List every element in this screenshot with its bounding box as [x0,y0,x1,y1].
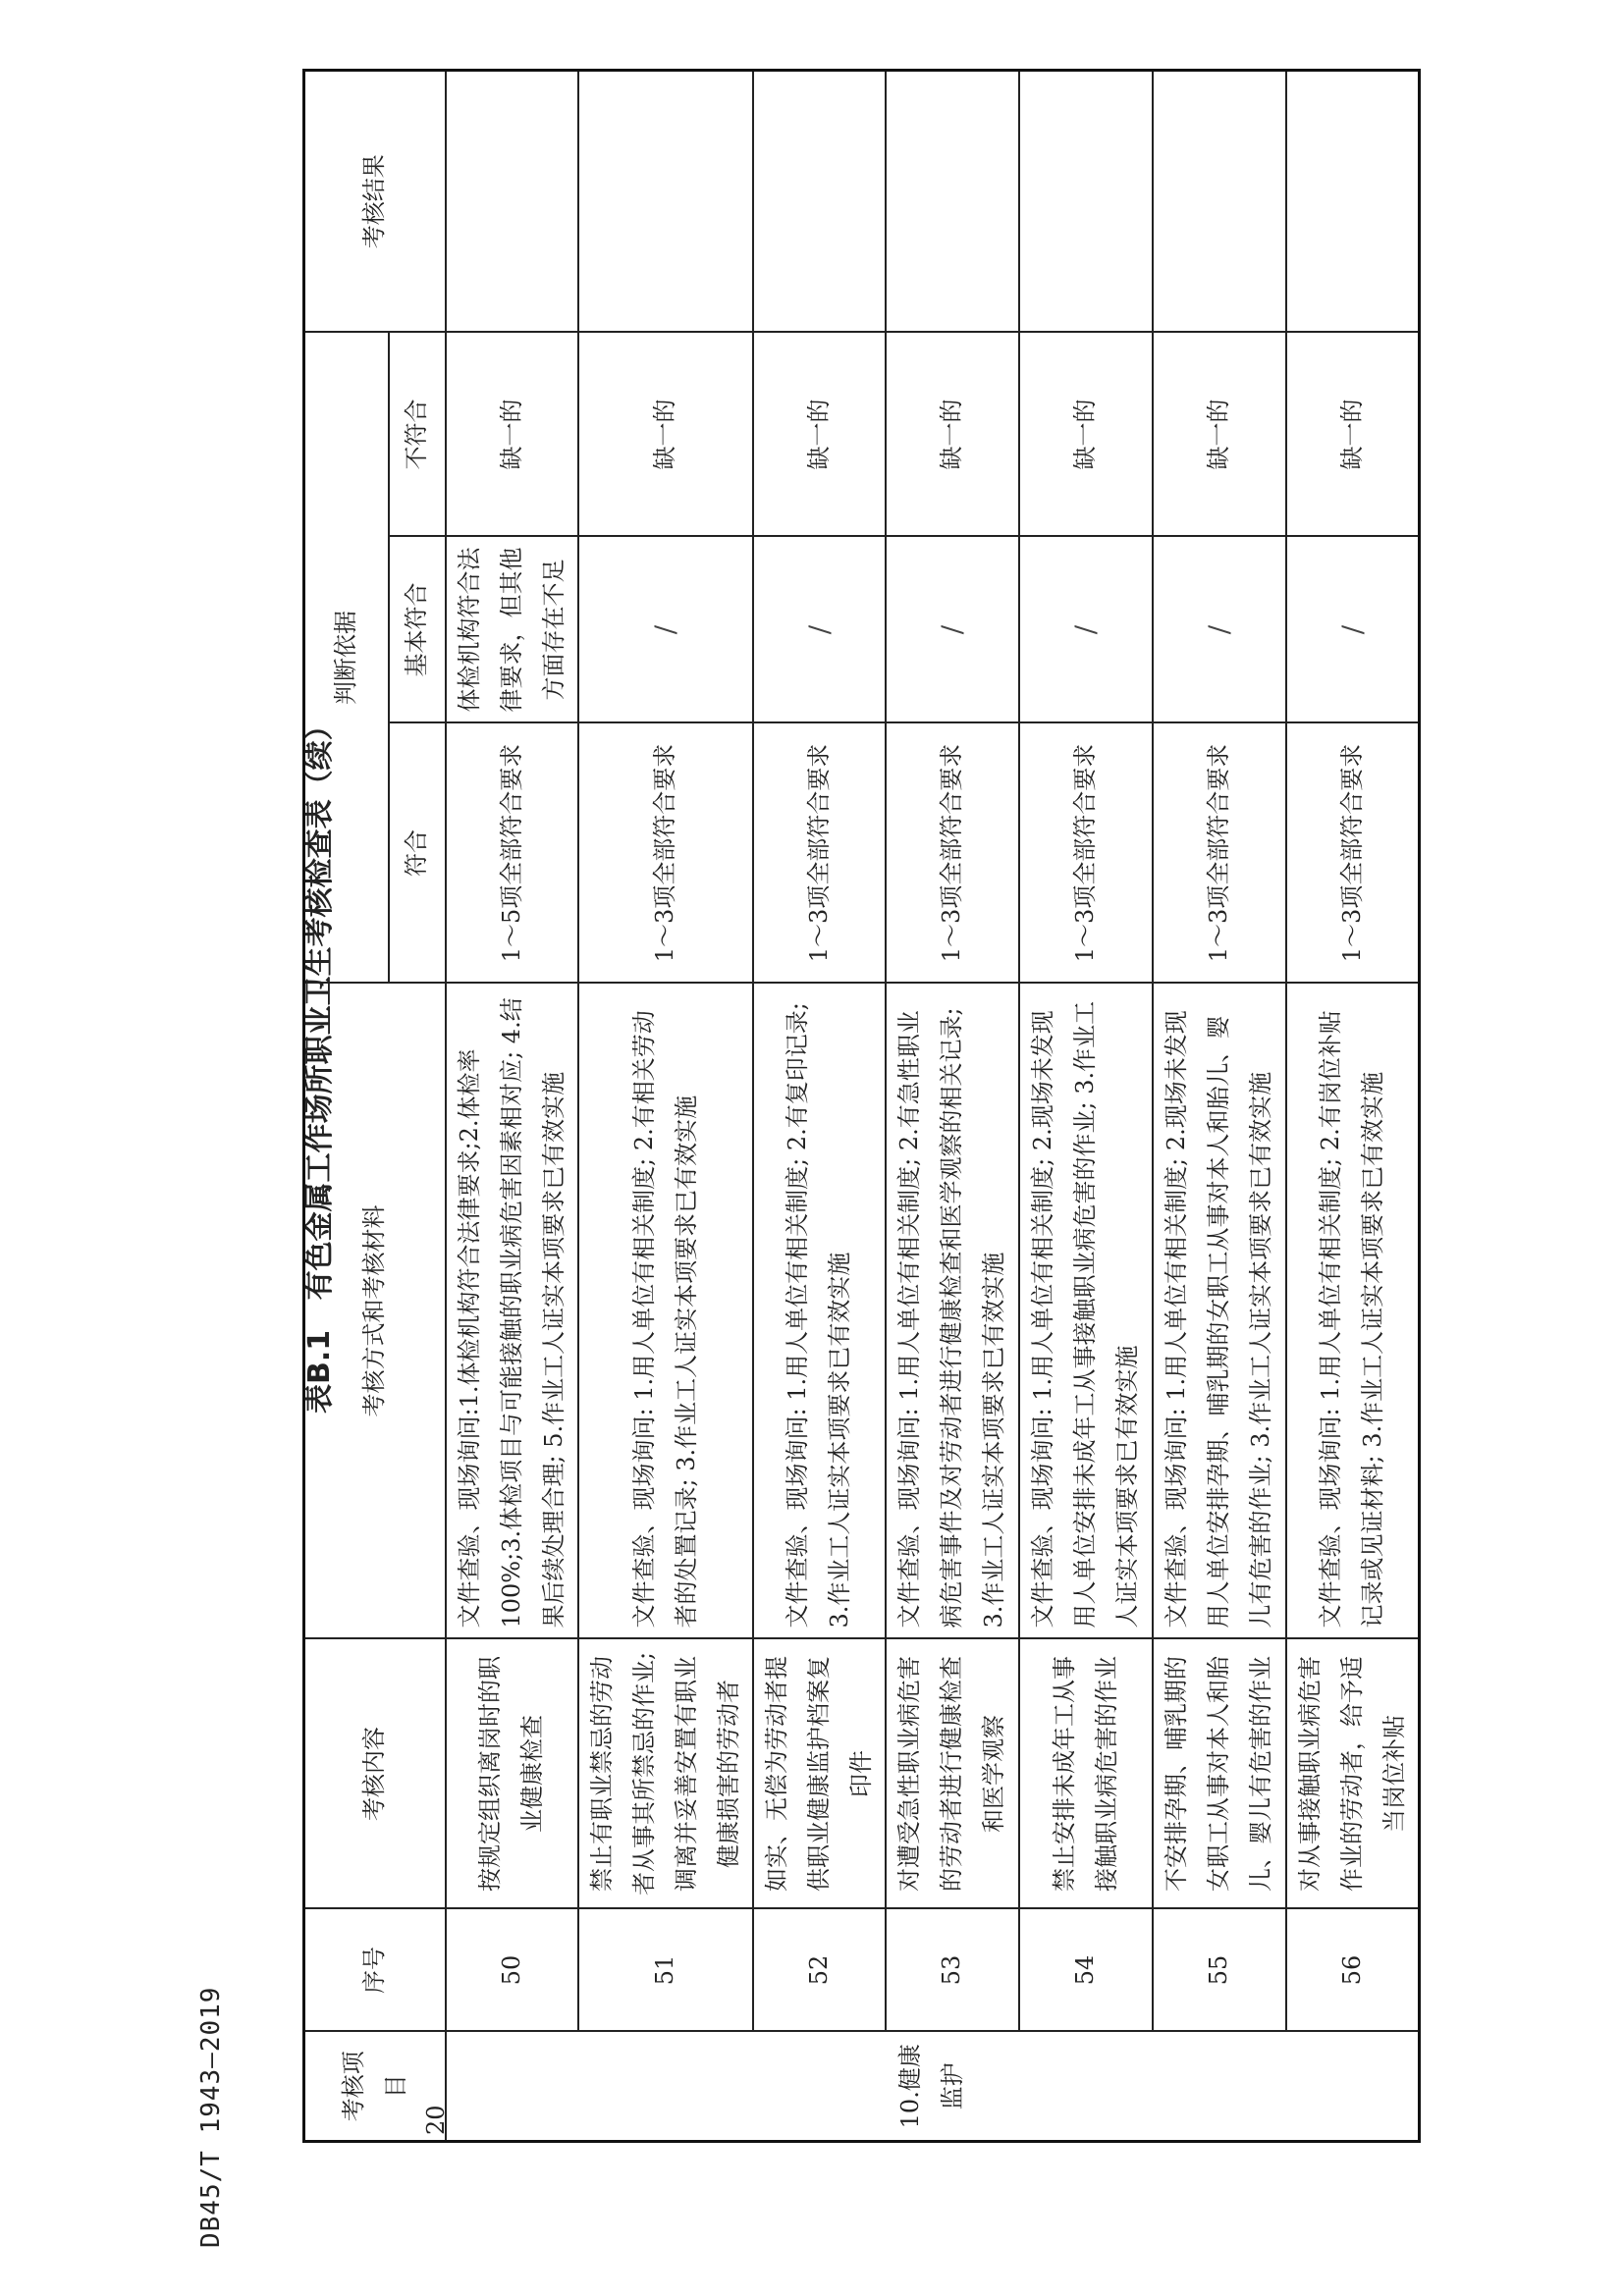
content-cell: 按规定组织离岗时的职业健康检查 [446,1639,578,1909]
nonconform-cell: 缺一的 [886,332,1019,536]
header-basis: 判断依据 [304,332,389,983]
nonconform-cell: 缺一的 [1286,332,1420,536]
seq-cell: 55 [1153,1909,1286,2032]
content-cell: 对从事接触职业病危害作业的劳动者，给予适当岗位补贴 [1286,1639,1420,1909]
result-cell [1286,70,1420,332]
header-content: 考核内容 [304,1639,446,1909]
result-cell [1019,70,1153,332]
nonconform-cell: 缺一的 [446,332,578,536]
header-result: 考核结果 [304,70,446,332]
method-cell: 文件查验、现场询问: 1.用人单位有相关制度; 2.有急性职业病危害事件及对劳动者进行健康检查和医学观察的相关记录; 3.作业工人证实本项要求已有效实施 [886,984,1019,1639]
table-row [578,70,753,2141]
method-cell: 文件查验、现场询问:1.体检机构符合法律要求;2.体检率100%;3.体检项目与可能接触的职业病危害因素相对应; 4.结果后续处理合理; 5.作业工人证实本项要求已有效实施 [446,984,578,1639]
page-number: 20 [422,2105,450,2135]
method-cell: 文件查验、现场询问: 1.用人单位有相关制度; 2.有相关劳动者的处置记录; 3.作业工人证实本项要求已有效实施 [578,984,753,1639]
basic-cell: / [578,537,753,723]
conform-cell: 1～3项全部符合要求 [753,723,886,984]
document-code: DB45/T 1943—2019 [196,1986,226,2248]
nonconform-cell: 缺一的 [1019,332,1153,536]
method-cell: 文件查验、现场询问: 1.用人单位有相关制度; 2.现场未发现用人单位安排孕期、哺乳期的女职工从事对本人和胎儿、婴儿有危害的作业; 3.作业工人证实本项要求已有效实施 [1153,984,1286,1639]
table-title-suffix: （续） [302,711,337,800]
table-row [1019,70,1153,2141]
conform-cell: 1～3项全部符合要求 [886,723,1019,984]
content-cell: 不安排孕期、哺乳期的女职工从事对本人和胎儿、婴儿有危害的作业 [1153,1639,1286,1909]
header-seq: 序号 [304,1909,446,2032]
nonconform-cell: 缺一的 [753,332,886,536]
content-cell: 如实、无偿为劳动者提供职业健康监护档案复印件 [753,1639,886,1909]
table-row [886,70,1019,2141]
header-method: 考核方式和考核材料 [304,984,446,1639]
header-nonconform: 不符合 [389,332,446,536]
header-item: 考核项目 [304,2032,446,2142]
seq-cell: 53 [886,1909,1019,2032]
result-cell [886,70,1019,332]
table-row [1153,70,1286,2141]
seq-cell: 56 [1286,1909,1420,2032]
result-cell [446,70,578,332]
result-cell [753,70,886,332]
basic-cell: / [1153,537,1286,723]
basic-cell: / [753,537,886,723]
table-row [446,70,578,2141]
conform-cell: 1～3项全部符合要求 [1286,723,1420,984]
method-cell: 文件查验、现场询问: 1.用人单位有相关制度; 2.有复印记录; 3.作业工人证实本项要求已有效实施 [753,984,886,1639]
seq-cell: 50 [446,1909,578,2032]
method-cell: 文件查验、现场询问: 1.用人单位有相关制度; 2.有岗位补贴记录或见证材料; 3.作业工人证实本项要求已有效实施 [1286,984,1420,1639]
checklist-table [302,69,1421,2143]
basic-cell: / [1286,537,1420,723]
category-cell: 10.健康监护 [446,2032,1420,2142]
seq-cell: 52 [753,1909,886,2032]
content-cell: 对遭受急性职业病危害的劳动者进行健康检查和医学观察 [886,1639,1019,1909]
table-row [1286,70,1420,2141]
table-title-text: 有色金属工作场所职业卫生考核检查表 [302,799,337,1301]
nonconform-cell: 缺一的 [578,332,753,536]
header-basic: 基本符合 [389,537,446,723]
result-cell [578,70,753,332]
method-cell: 文件查验、现场询问: 1.用人单位有相关制度; 2.现场未发现用人单位安排未成年工从事接触职业病危害的作业; 3.作业工人证实本项要求已有效实施 [1019,984,1153,1639]
table-row [753,70,886,2141]
result-cell [1153,70,1286,332]
header-conform: 符合 [389,723,446,984]
seq-cell: 51 [578,1909,753,2032]
basic-cell: 体检机构符合法律要求，但其他方面存在不足 [446,537,578,723]
conform-cell: 1～3项全部符合要求 [1019,723,1153,984]
table-number: 表B.1 [302,1329,337,1414]
content-cell: 禁止安排未成年工从事接触职业病危害的作业 [1019,1639,1153,1909]
seq-cell: 54 [1019,1909,1153,2032]
basic-cell: / [1019,537,1153,723]
content-cell: 禁止有职业禁忌的劳动者从事其所禁忌的作业;调离并妥善安置有职业健康损害的劳动者 [578,1639,753,1909]
basic-cell: / [886,537,1019,723]
conform-cell: 1～3项全部符合要求 [578,723,753,984]
conform-cell: 1～3项全部符合要求 [1153,723,1286,984]
checklist-table-container [302,72,1408,2143]
nonconform-cell: 缺一的 [1153,332,1286,536]
conform-cell: 1～5项全部符合要求 [446,723,578,984]
